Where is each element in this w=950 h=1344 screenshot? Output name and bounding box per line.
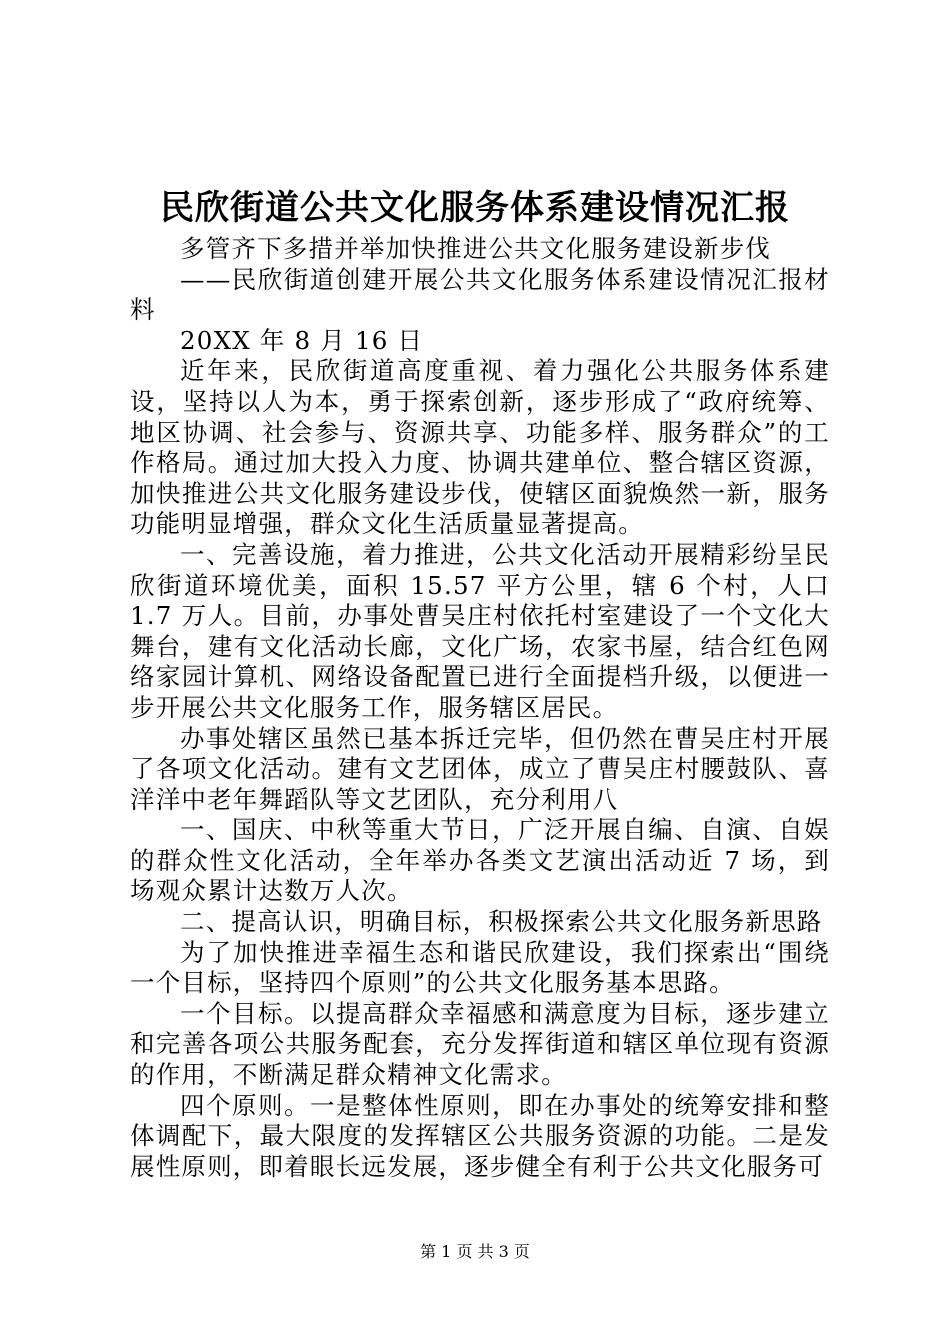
body-paragraph: 一、国庆、中秋等重大节日，广泛开展自编、自演、自娱的群众性文化活动，全年举办各类文艺演出活动近 7 场，到场观众累计达数万人次。: [130, 815, 830, 906]
body-paragraph: 近年来，民欣街道高度重视、着力强化公共服务体系建设，坚持以人为本，勇于探索创新，逐步形成了“政府统筹、地区协调、社会参与、资源共享、功能多样、服务群众”的工作格局。通过加大投入力度、协调共建单位、整合辖区资源，加快推进公共文化服务建设步伐，使辖区面貌焕然一新，服务功能明显增强，群众文化生活质量显著提高。: [130, 356, 830, 539]
document-body: [130, 234, 830, 1182]
body-paragraph: 四个原则。一是整体性原则，即在办事处的统筹安排和整体调配下，最大限度的发挥辖区公共服务资源的功能。二是发展性原则，即着眼长远发展，逐步健全有利于公共文化服务可: [130, 1090, 830, 1181]
body-paragraph: 一个目标。以提高群众幸福感和满意度为目标，逐步建立和完善各项公共服务配套，充分发挥街道和辖区单位现有资源的作用，不断满足群众精神文化需求。: [130, 998, 830, 1090]
document-date: 20XX 年 8 月 16 日: [180, 325, 424, 355]
subtitle-line-2: ——民欣街道创建开展公共文化服务体系建设情况汇报材料: [130, 264, 830, 325]
subtitle: 多管齐下多措并举加快推进公共文化服务建设新步伐: [180, 234, 772, 263]
section-heading: 二、提高认识，明确目标，积极探索公共文化服务新思路: [180, 907, 823, 937]
body-paragraph: 为了加快推进幸福生态和谐民欣建设，我们探索出“围绕一个目标，坚持四个原则”的公共文化服务基本思路。: [130, 937, 830, 998]
body-paragraph: 一、完善设施，着力推进，公共文化活动开展精彩纷呈民欣街道环境优美，面积 15.57 平方公里，辖 6 个村，人口 1.7 万人。目前，办事处曹吴庄村依托村室建设了一个文化大舞台，建有文化活动长廊，文化广场，农家书屋，结合红色网络家园计算机、网络设备配置已进行全面提档升级，以便进一步开展公共文化服务工作，服务辖区居民。: [130, 539, 830, 722]
page-footer: 第 1 页 共 3 页: [420, 1242, 530, 1261]
document-title: 民欣街道公共文化服务体系建设情况汇报: [160, 188, 790, 228]
body-paragraph: 办事处辖区虽然已基本拆迁完毕，但仍然在曹吴庄村开展了各项文化活动。建有文艺团体，成立了曹吴庄村腰鼓队、喜洋洋中老年舞蹈队等文艺团队，充分利用八: [130, 723, 830, 814]
